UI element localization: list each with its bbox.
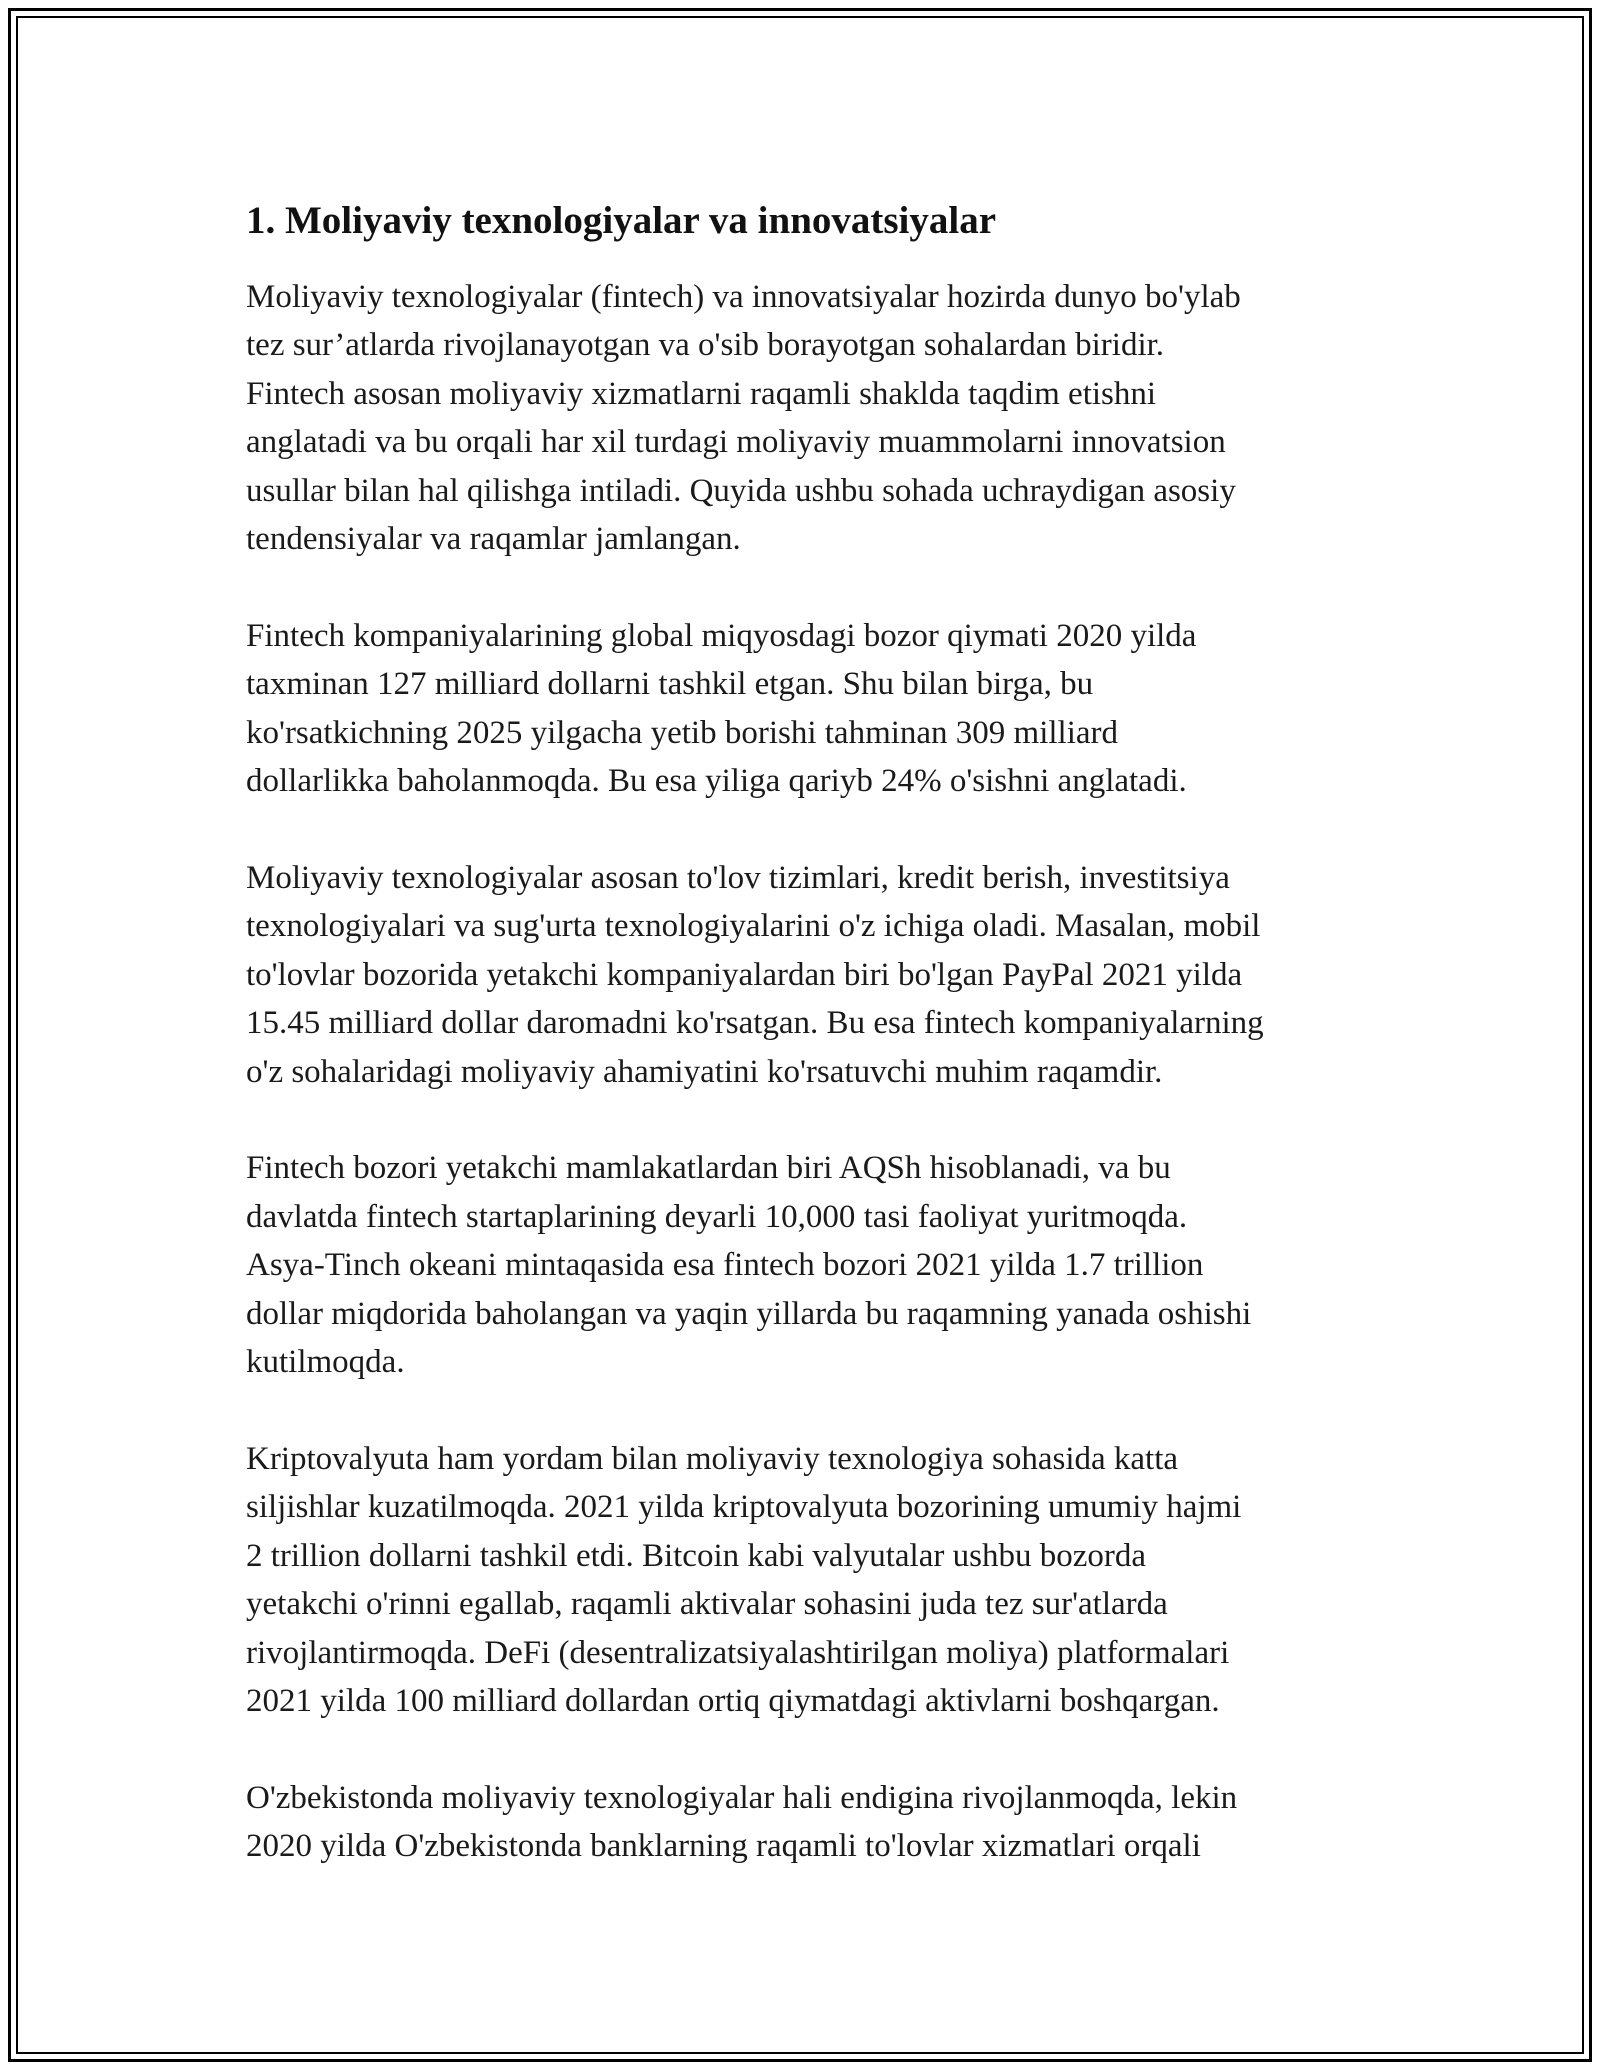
paragraph-intro: Moliyaviy texnologiyalar (fintech) va innovatsiyalar hozirda dunyo bo'ylab tez sur’atlarda rivojlanayotgan va o'sib borayotgan sohalardan biridir. Fintech asosan moliyaviy xizmatlarni raqamli shaklda taqdim etishni anglatadi va bu orqali har xil turdagi moliyaviy muammolarni innovatsion usullar bilan hal qilishga intiladi. Quyida ushbu sohada uchraydigan asosiy tendensiyalar va raqamlar jamlangan. bbox=[246, 278, 1241, 558]
document-body bbox=[246, 196, 1386, 1919]
paragraph-crypto: Kriptovalyuta ham yordam bilan moliyaviy texnologiya sohasida katta siljishlar kuzatilmoqda. 2021 yilda kriptovalyuta bozorining umumiy hajmi 2 trillion dollarni tashkil etdi. Bitcoin kabi valyutalar ushbu bozorda yetakchi o'rinni egallab, raqamli aktivalar sohasini juda tez sur'atlarda rivojlantirmoqda. DeFi (desentralizatsiyalashtirilgan moliya) platformalari 2021 yilda 100 milliard dollardan ortiq qiymatdagi aktivlarni boshqargan. bbox=[246, 1440, 1242, 1720]
paragraph-market-value: Fintech kompaniyalarining global miqyosdagi bozor qiymati 2020 yilda taxminan 127 milliard dollarni tashkil etgan. Shu bilan birga, bu ko'rsatkichning 2025 yilgacha yetib borishi tahminan 309 milliard dollarlikka baholanmoqda. Bu esa yiliga qariyb 24% o'sishni anglatadi. bbox=[246, 617, 1197, 800]
document-page bbox=[8, 8, 1592, 2062]
section-heading: 1. Moliyaviy texnologiyalar va innovatsiyalar bbox=[246, 199, 997, 242]
paragraph-uzbekistan: O'zbekistonda moliyaviy texnologiyalar hali endigina rivojlanmoqda, lekin 2020 yilda O'zbekistonda banklarning raqamli to'lovlar xizmatlari orqali bbox=[246, 1779, 1238, 1865]
paragraph-regions: Fintech bozori yetakchi mamlakatlardan biri AQSh hisoblanadi, va bu davlatda fintech startaplarining deyarli 10,000 tasi faoliyat yuritmoqda. Asya-Tinch okeani mintaqasida esa fintech bozori 2021 yilda 1.7 trillion dollar miqdorida baholangan va yaqin yillarda bu raqamning yanada oshishi kutilmoqda. bbox=[246, 1150, 1252, 1381]
paragraph-segments: Moliyaviy texnologiyalar asosan to'lov tizimlari, kredit berish, investitsiya texnologiyalari va sug'urta texnologiyalarini o'z ichiga oladi. Masalan, mobil to'lovlar bozorida yetakchi kompaniyalardan biri bo'lgan PayPal 2021 yilda 15.45 milliard dollar daromadni ko'rsatgan. Bu esa fintech kompaniyalarning o'z sohalaridagi moliyaviy ahamiyatini ko'rsatuvchi muhim raqamdir. bbox=[246, 859, 1264, 1090]
